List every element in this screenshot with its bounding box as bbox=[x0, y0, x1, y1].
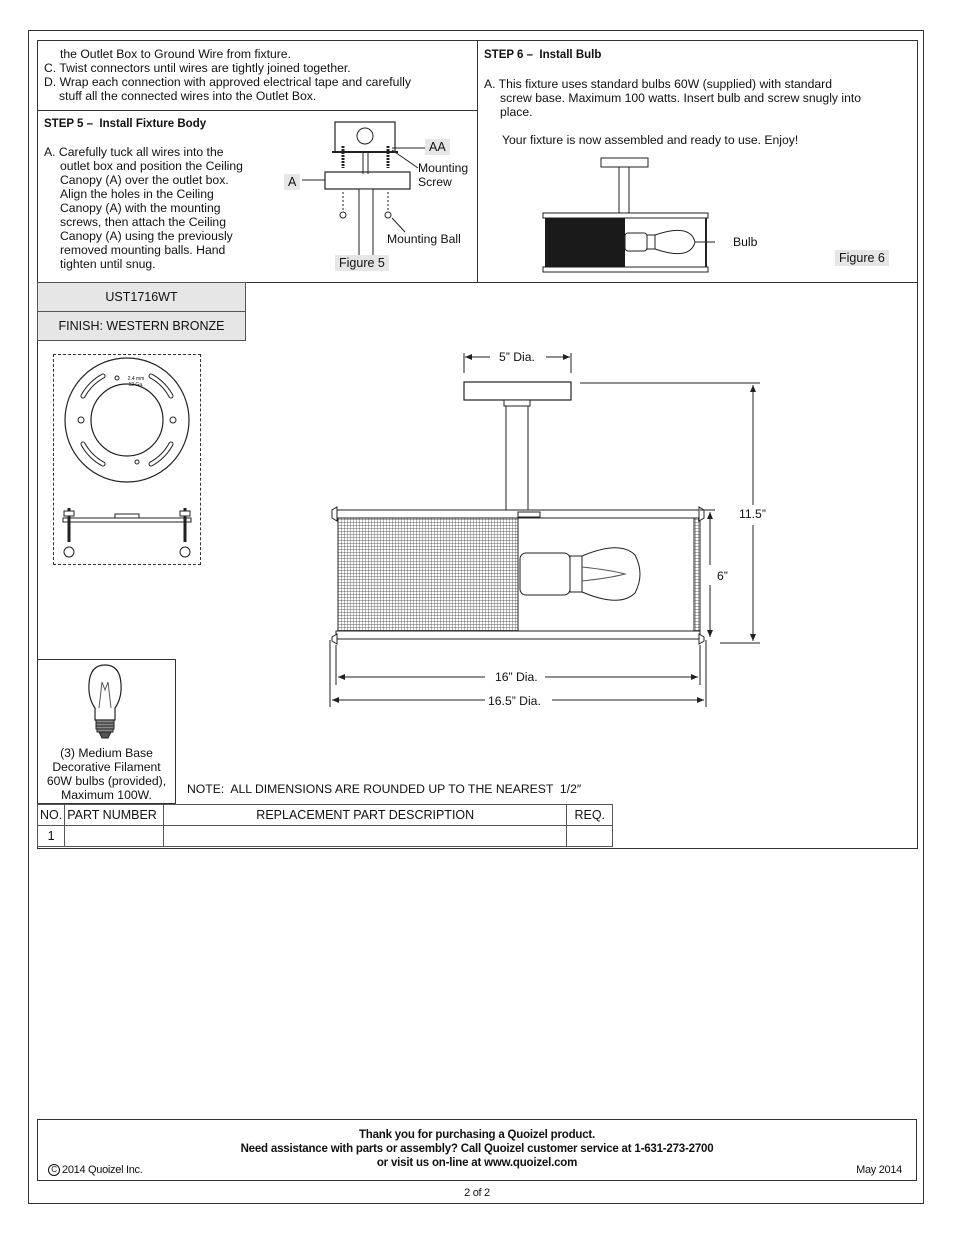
col-part-number: PART NUMBER bbox=[65, 805, 164, 826]
label-mounting: Mounting bbox=[418, 161, 469, 175]
label-aa: AA bbox=[425, 139, 450, 155]
step5-line: tighten until snug. bbox=[60, 257, 156, 271]
label-bulb: Bulb bbox=[733, 235, 758, 249]
step5-line: Canopy (A) over the outlet box. bbox=[60, 173, 229, 187]
footer-box bbox=[37, 1119, 917, 1181]
footer-copyright bbox=[48, 1164, 143, 1176]
footer-date: May 2014 bbox=[856, 1164, 902, 1176]
copyright-icon: C bbox=[48, 1164, 60, 1176]
label-screw: Screw bbox=[418, 175, 452, 189]
figure5-caption: Figure 5 bbox=[335, 255, 389, 271]
figure6-caption: Figure 6 bbox=[835, 250, 889, 266]
cell-part-number bbox=[65, 826, 164, 847]
finish-label: FINISH: WESTERN BRONZE bbox=[37, 311, 246, 341]
dim-canopy-dia: 5” Dia. bbox=[499, 350, 535, 364]
step4-line-d1: D. Wrap each connection with approved electrical tape and carefully bbox=[44, 75, 411, 89]
step5-heading: STEP 5 – Install Fixture Body bbox=[44, 118, 207, 130]
bulb-info-line: 60W bulbs (provided), bbox=[46, 774, 167, 788]
table-header-row bbox=[38, 805, 613, 826]
dim-overall-height: 11.5” bbox=[739, 507, 766, 521]
cell-no: 1 bbox=[38, 826, 65, 847]
col-req: REQ. bbox=[567, 805, 613, 826]
step5-line: Canopy (A) using the previously bbox=[60, 229, 233, 243]
bulb-info-line: Maximum 100W. bbox=[61, 788, 152, 802]
cell-description bbox=[164, 826, 567, 847]
dim-overall-dia: 16.5” Dia. bbox=[488, 694, 541, 708]
step5-line: Align the holes in the Ceiling bbox=[60, 187, 214, 201]
footer-visit: or visit us on-line at www.quoizel.com bbox=[376, 1157, 578, 1169]
table-row bbox=[38, 826, 613, 847]
step4-line-c: C. Twist connectors until wires are tightly joined together. bbox=[44, 61, 351, 75]
figure6-drawing bbox=[540, 155, 715, 275]
footer-thanks: Thank you for purchasing a Quoizel product. bbox=[358, 1129, 596, 1141]
step5-line: outlet box and position the Ceiling bbox=[60, 159, 243, 173]
step6-line: screw base. Maximum 100 watts. Insert bulb and screw snugly into bbox=[500, 91, 862, 105]
col-no: NO. bbox=[38, 805, 65, 826]
bulb-info-line: (3) Medium Base bbox=[60, 746, 153, 760]
dim-shade-height: 6” bbox=[717, 569, 728, 583]
copyright-text: 2014 Quoizel Inc. bbox=[62, 1164, 143, 1176]
column-divider bbox=[477, 40, 478, 282]
step6-line: A. This fixture uses standard bulbs 60W (supplied) with standard bbox=[484, 77, 832, 91]
step5-line: Canopy (A) with the mounting bbox=[60, 201, 221, 215]
step4-line-d2: stuff all the connected wires into the Outlet Box. bbox=[59, 89, 317, 103]
bulb-info-line: Decorative Filament bbox=[52, 760, 161, 774]
bracket-gauge-line1: 2.4 mm bbox=[127, 376, 145, 382]
footer-assist: Need assistance with parts or assembly? Call Quoizel customer service at 1-631-273-2700 bbox=[240, 1143, 714, 1155]
bracket-gauge-line2: 12 Ga. bbox=[128, 382, 144, 388]
dim-shade-dia: 16” Dia. bbox=[495, 670, 538, 684]
step6-line: place. bbox=[500, 105, 533, 119]
cell-req bbox=[567, 826, 613, 847]
step4-line1: the Outlet Box to Ground Wire from fixture. bbox=[60, 47, 291, 61]
step5-line: A. Carefully tuck all wires into the bbox=[44, 145, 224, 159]
label-a: A bbox=[284, 174, 300, 190]
bracket-gauge-label bbox=[124, 376, 148, 388]
model-number: UST1716WT bbox=[37, 282, 246, 312]
step6-heading: STEP 6 – Install Bulb bbox=[484, 49, 602, 61]
fixture-dimension-drawing bbox=[320, 345, 770, 715]
step5-line: removed mounting balls. Hand bbox=[60, 243, 226, 257]
col-description: REPLACEMENT PART DESCRIPTION bbox=[164, 805, 567, 826]
parts-table bbox=[37, 804, 613, 847]
step-divider bbox=[37, 110, 477, 111]
filament-bulb-icon bbox=[82, 662, 128, 742]
page-number: 2 of 2 bbox=[464, 1187, 490, 1199]
dimensions-note: NOTE: ALL DIMENSIONS ARE ROUNDED UP TO THE NEAREST 1/2″ bbox=[187, 782, 582, 796]
step6-done: Your fixture is now assembled and ready to use. Enjoy! bbox=[502, 133, 799, 147]
step5-line: screws, then attach the Ceiling bbox=[60, 215, 226, 229]
label-mounting-ball: Mounting Ball bbox=[387, 232, 461, 246]
